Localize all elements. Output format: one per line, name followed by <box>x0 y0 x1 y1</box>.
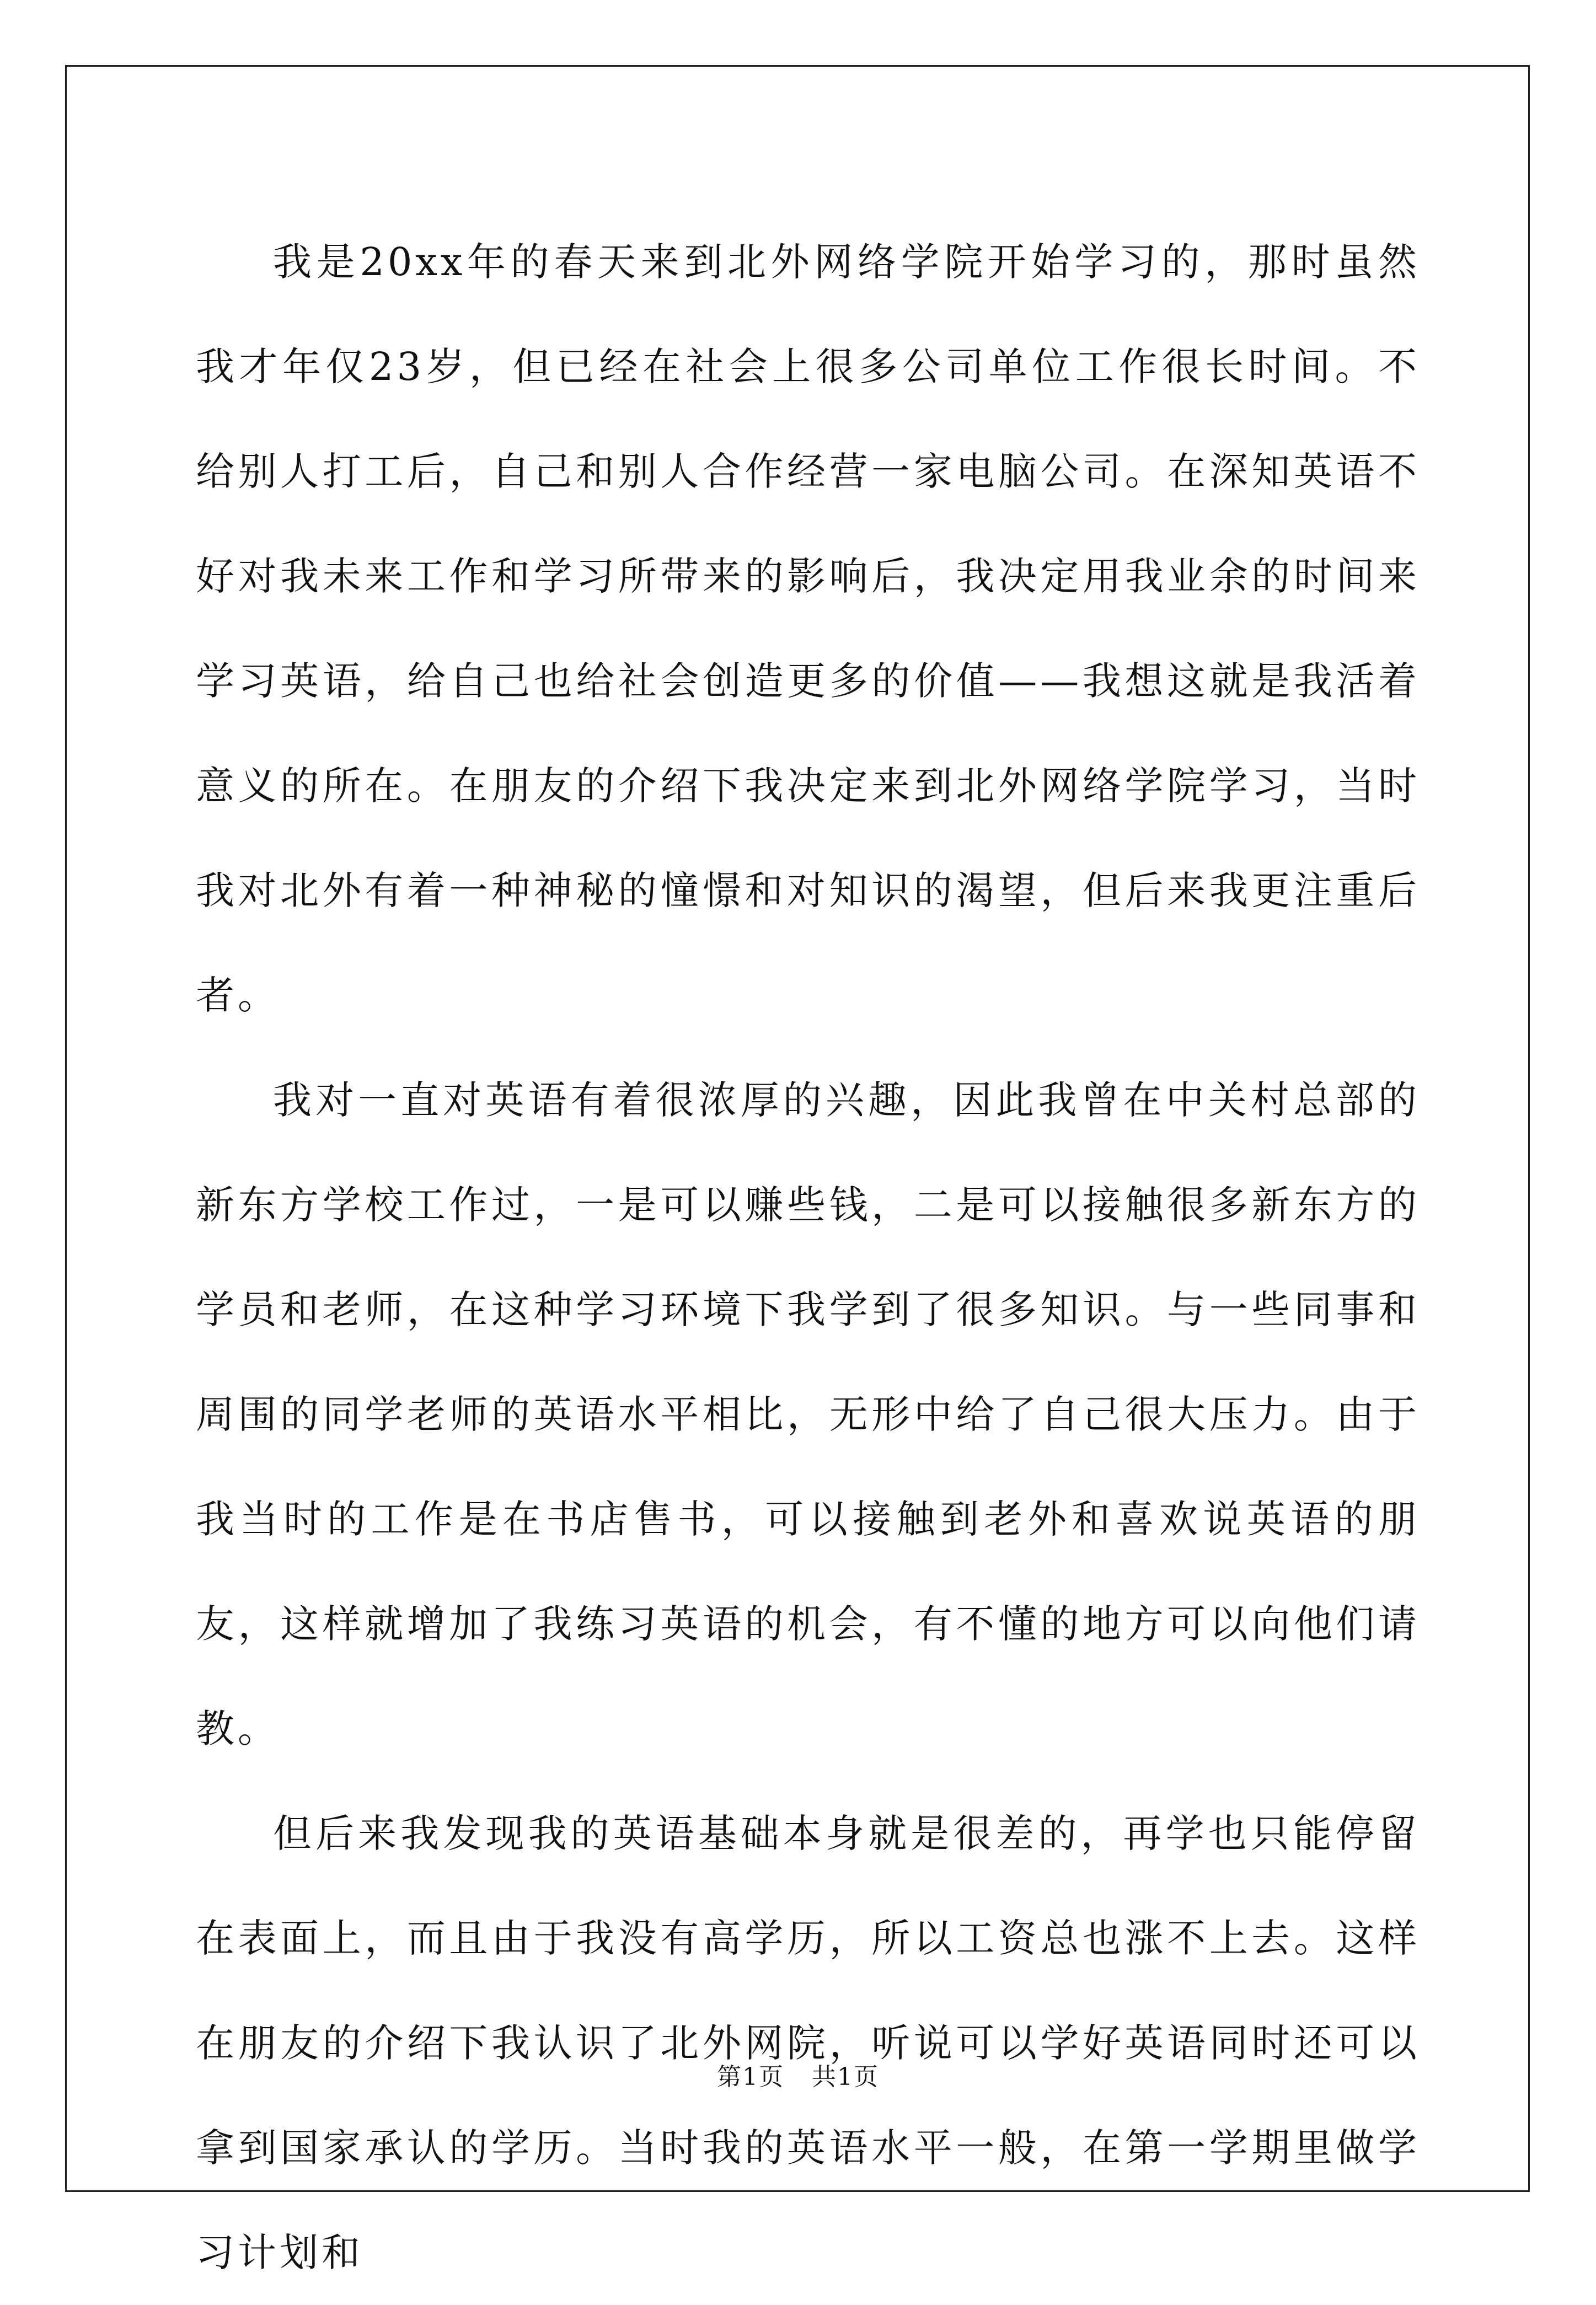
document-body <box>196 210 1420 2305</box>
paragraph: 但后来我发现我的英语基础本身就是很差的，再学也只能停留在表面上，而且由于我没有高学历，所以工资总也涨不上去。这样在朋友的介绍下我认识了北外网院，听说可以学好英语同时还可以拿到国家承认的学历。当时我的英语水平一般，在第一学期里做学习计划和 <box>196 1811 1420 2275</box>
page-number: 第1页 <box>717 2063 784 2091</box>
paragraph: 我是20xx年的春天来到北外网络学院开始学习的，那时虽然我才年仅23岁，但已经在社会上很多公司单位工作很长时间。不给别人打工后，自己和别人合作经营一家电脑公司。在深知英语不好对我未来工作和学习所带来的影响后，我决定用我业余的时间来学习英语，给自己也给社会创造更多的价值——我想这就是我活着意义的所在。在朋友的介绍下我决定来到北外网络学院学习，当时我对北外有着一种神秘的憧憬和对知识的渴望，但后来我更注重后者。 <box>196 239 1420 1018</box>
paragraph: 我对一直对英语有着很浓厚的兴趣，因此我曾在中关村总部的新东方学校工作过，一是可以赚些钱，二是可以接触很多新东方的学员和老师，在这种学习环境下我学到了很多知识。与一些同事和周围的同学老师的英语水平相比，无形中给了自己很大压力。由于我当时的工作是在书店售书，可以接触到老外和喜欢说英语的朋友，这样就增加了我练习英语的机会，有不懂的地方可以向他们请教。 <box>196 1078 1420 1751</box>
page-total: 共1页 <box>812 2063 879 2091</box>
page-footer <box>0 2057 1596 2092</box>
